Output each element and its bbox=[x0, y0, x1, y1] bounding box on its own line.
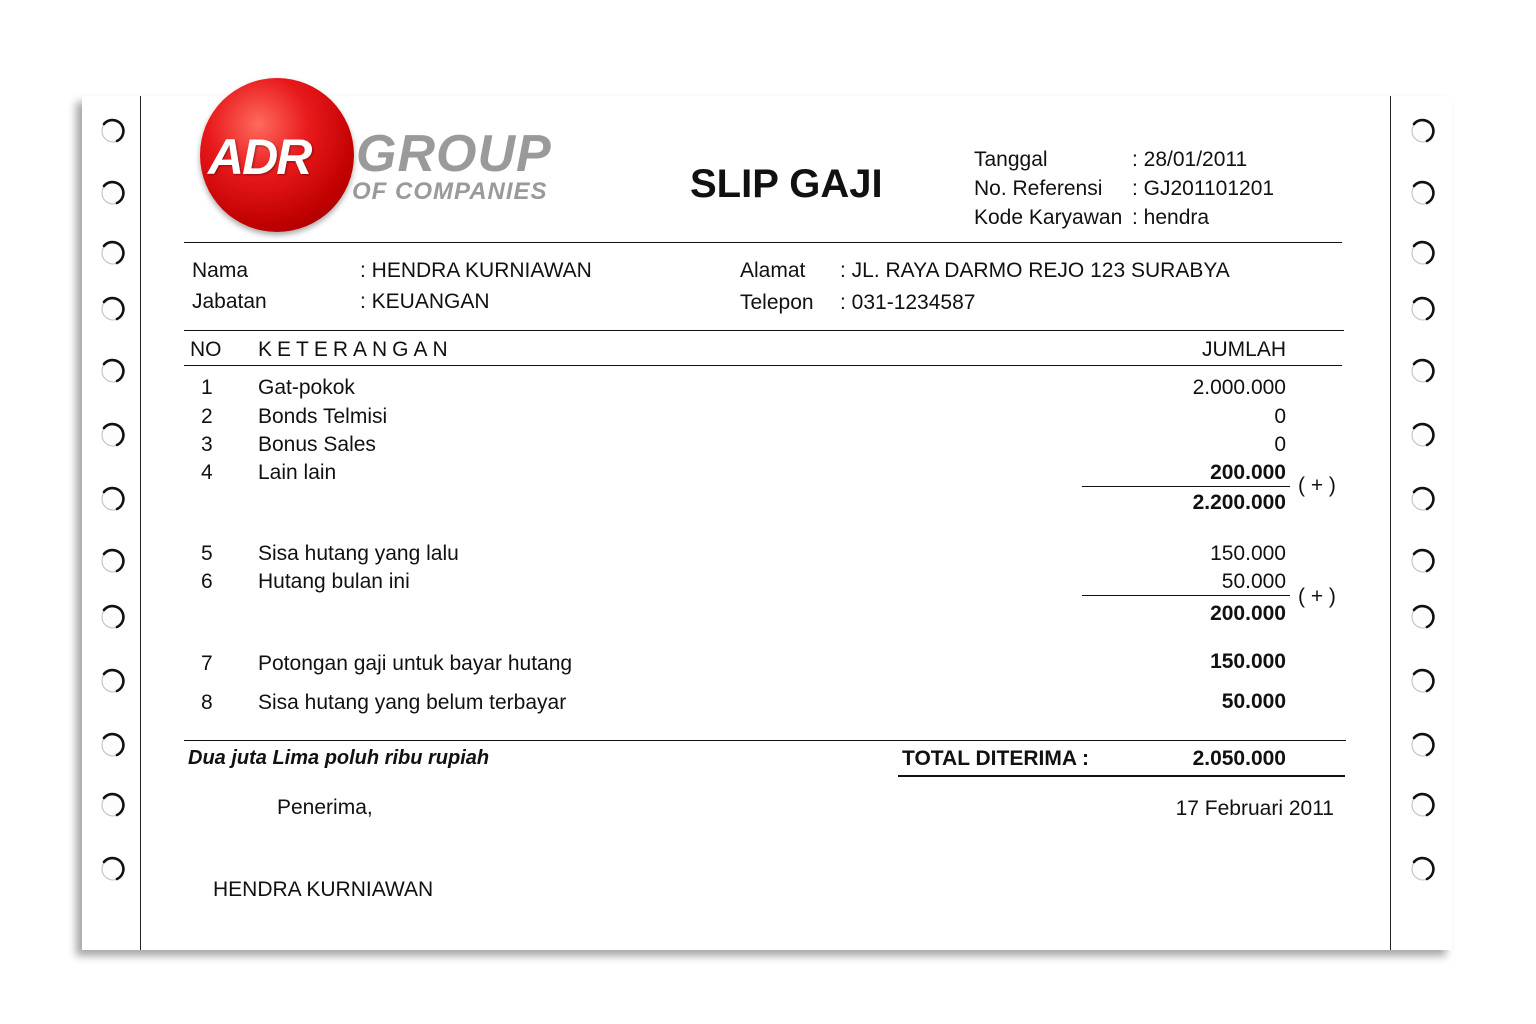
row-description: Sisa hutang yang lalu bbox=[258, 542, 459, 565]
logo-sub-text: OF COMPANIES bbox=[352, 178, 548, 205]
row-amount: 2.000.000 bbox=[1192, 376, 1286, 399]
row-amount: 0 bbox=[1274, 433, 1286, 456]
meta-date-value: : 28/01/2011 bbox=[1132, 148, 1248, 171]
row-number: 2 bbox=[201, 405, 213, 428]
meta-reference-label: No. Referensi bbox=[974, 177, 1103, 200]
income-subtotal: 2.200.000 bbox=[1192, 491, 1286, 514]
logo-group-text: GROUP bbox=[356, 125, 552, 183]
row-amount: 50.000 bbox=[1221, 690, 1286, 713]
employee-phone-value: : 031-1234587 bbox=[840, 291, 976, 314]
tractor-hole-icon bbox=[100, 240, 126, 266]
tractor-hole-icon bbox=[1410, 548, 1436, 574]
tractor-hole-icon bbox=[100, 668, 126, 694]
recipient-signature-name: HENDRA KURNIAWAN bbox=[213, 878, 434, 901]
income-plus-sign: ( + ) bbox=[1298, 474, 1336, 497]
tractor-hole-icon bbox=[1410, 296, 1436, 322]
debt-subtotal: 200.000 bbox=[1210, 602, 1286, 625]
amount-in-words: Dua juta Lima poluh ribu rupiah bbox=[188, 747, 490, 769]
tractor-hole-icon bbox=[100, 732, 126, 758]
row-description: Gat-pokok bbox=[258, 376, 355, 399]
row-number: 7 bbox=[201, 652, 213, 675]
left-tractor-strip-line bbox=[140, 96, 141, 950]
income-sum-line bbox=[1082, 486, 1290, 487]
tractor-hole-icon bbox=[1410, 856, 1436, 882]
row-number: 1 bbox=[201, 376, 213, 399]
total-received-label: TOTAL DITERIMA : bbox=[902, 747, 1090, 770]
tractor-hole-icon bbox=[1410, 486, 1436, 512]
logo-brand-text: ADR bbox=[208, 129, 311, 185]
tractor-hole-icon bbox=[1410, 358, 1436, 384]
tractor-hole-icon bbox=[100, 792, 126, 818]
tractor-hole-icon bbox=[1410, 240, 1436, 266]
header-divider bbox=[184, 242, 1342, 243]
row-number: 4 bbox=[201, 461, 213, 484]
row-description: Bonus Sales bbox=[258, 433, 376, 456]
tractor-hole-icon bbox=[1410, 180, 1436, 206]
tractor-hole-icon bbox=[100, 856, 126, 882]
debt-sum-line bbox=[1082, 595, 1290, 596]
row-description: Hutang bulan ini bbox=[258, 570, 410, 593]
row-amount: 150.000 bbox=[1210, 650, 1286, 673]
employee-position-label: Jabatan bbox=[192, 290, 267, 313]
tractor-hole-icon bbox=[100, 422, 126, 448]
employee-phone-label: Telepon bbox=[740, 291, 814, 314]
row-number: 6 bbox=[201, 570, 213, 593]
info-divider bbox=[184, 330, 1344, 331]
tractor-hole-icon bbox=[1410, 422, 1436, 448]
table-header-divider bbox=[184, 365, 1342, 366]
row-amount: 0 bbox=[1274, 405, 1286, 428]
recipient-label: Penerima, bbox=[277, 796, 373, 819]
column-header-no: NO bbox=[190, 338, 222, 361]
column-header-description: KETERANGAN bbox=[258, 338, 453, 361]
tractor-hole-icon bbox=[100, 180, 126, 206]
row-description: Lain lain bbox=[258, 461, 337, 484]
row-number: 3 bbox=[201, 433, 213, 456]
employee-address-label: Alamat bbox=[740, 259, 806, 282]
row-description: Bonds Telmisi bbox=[258, 405, 388, 428]
tractor-hole-icon bbox=[100, 118, 126, 144]
right-tractor-strip-line bbox=[1390, 96, 1391, 950]
row-number: 8 bbox=[201, 691, 213, 714]
tractor-hole-icon bbox=[100, 358, 126, 384]
row-description: Sisa hutang yang belum terbayar bbox=[258, 691, 567, 714]
meta-date-label: Tanggal bbox=[974, 148, 1048, 171]
row-description: Potongan gaji untuk bayar hutang bbox=[258, 652, 573, 675]
footer-divider bbox=[184, 740, 1346, 741]
row-amount: 200.000 bbox=[1210, 461, 1286, 484]
row-amount: 150.000 bbox=[1210, 542, 1286, 565]
column-header-amount: JUMLAH bbox=[1202, 338, 1287, 361]
tractor-hole-icon bbox=[100, 296, 126, 322]
tractor-hole-icon bbox=[1410, 604, 1436, 630]
issue-date: 17 Februari 2011 bbox=[1175, 797, 1334, 820]
tractor-hole-icon bbox=[1410, 792, 1436, 818]
tractor-hole-icon bbox=[1410, 668, 1436, 694]
page-title: SLIP GAJI bbox=[690, 162, 883, 206]
tractor-hole-icon bbox=[1410, 732, 1436, 758]
employee-address-value: : JL. RAYA DARMO REJO 123 SURABYA bbox=[840, 259, 1230, 282]
employee-position-value: : KEUANGAN bbox=[360, 290, 490, 313]
row-amount: 50.000 bbox=[1221, 570, 1286, 593]
tractor-hole-icon bbox=[1410, 118, 1436, 144]
employee-name-label: Nama bbox=[192, 259, 249, 282]
employee-name-value: : HENDRA KURNIAWAN bbox=[360, 259, 592, 282]
meta-reference-value: : GJ201101201 bbox=[1132, 177, 1275, 200]
debt-plus-sign: ( + ) bbox=[1298, 585, 1336, 608]
meta-employee-code-value: : hendra bbox=[1132, 206, 1210, 229]
total-underline bbox=[898, 775, 1345, 777]
tractor-hole-icon bbox=[100, 604, 126, 630]
tractor-hole-icon bbox=[100, 548, 126, 574]
row-number: 5 bbox=[201, 542, 213, 565]
total-received-value: 2.050.000 bbox=[1192, 747, 1286, 770]
tractor-hole-icon bbox=[100, 486, 126, 512]
meta-employee-code-label: Kode Karyawan bbox=[974, 206, 1123, 229]
